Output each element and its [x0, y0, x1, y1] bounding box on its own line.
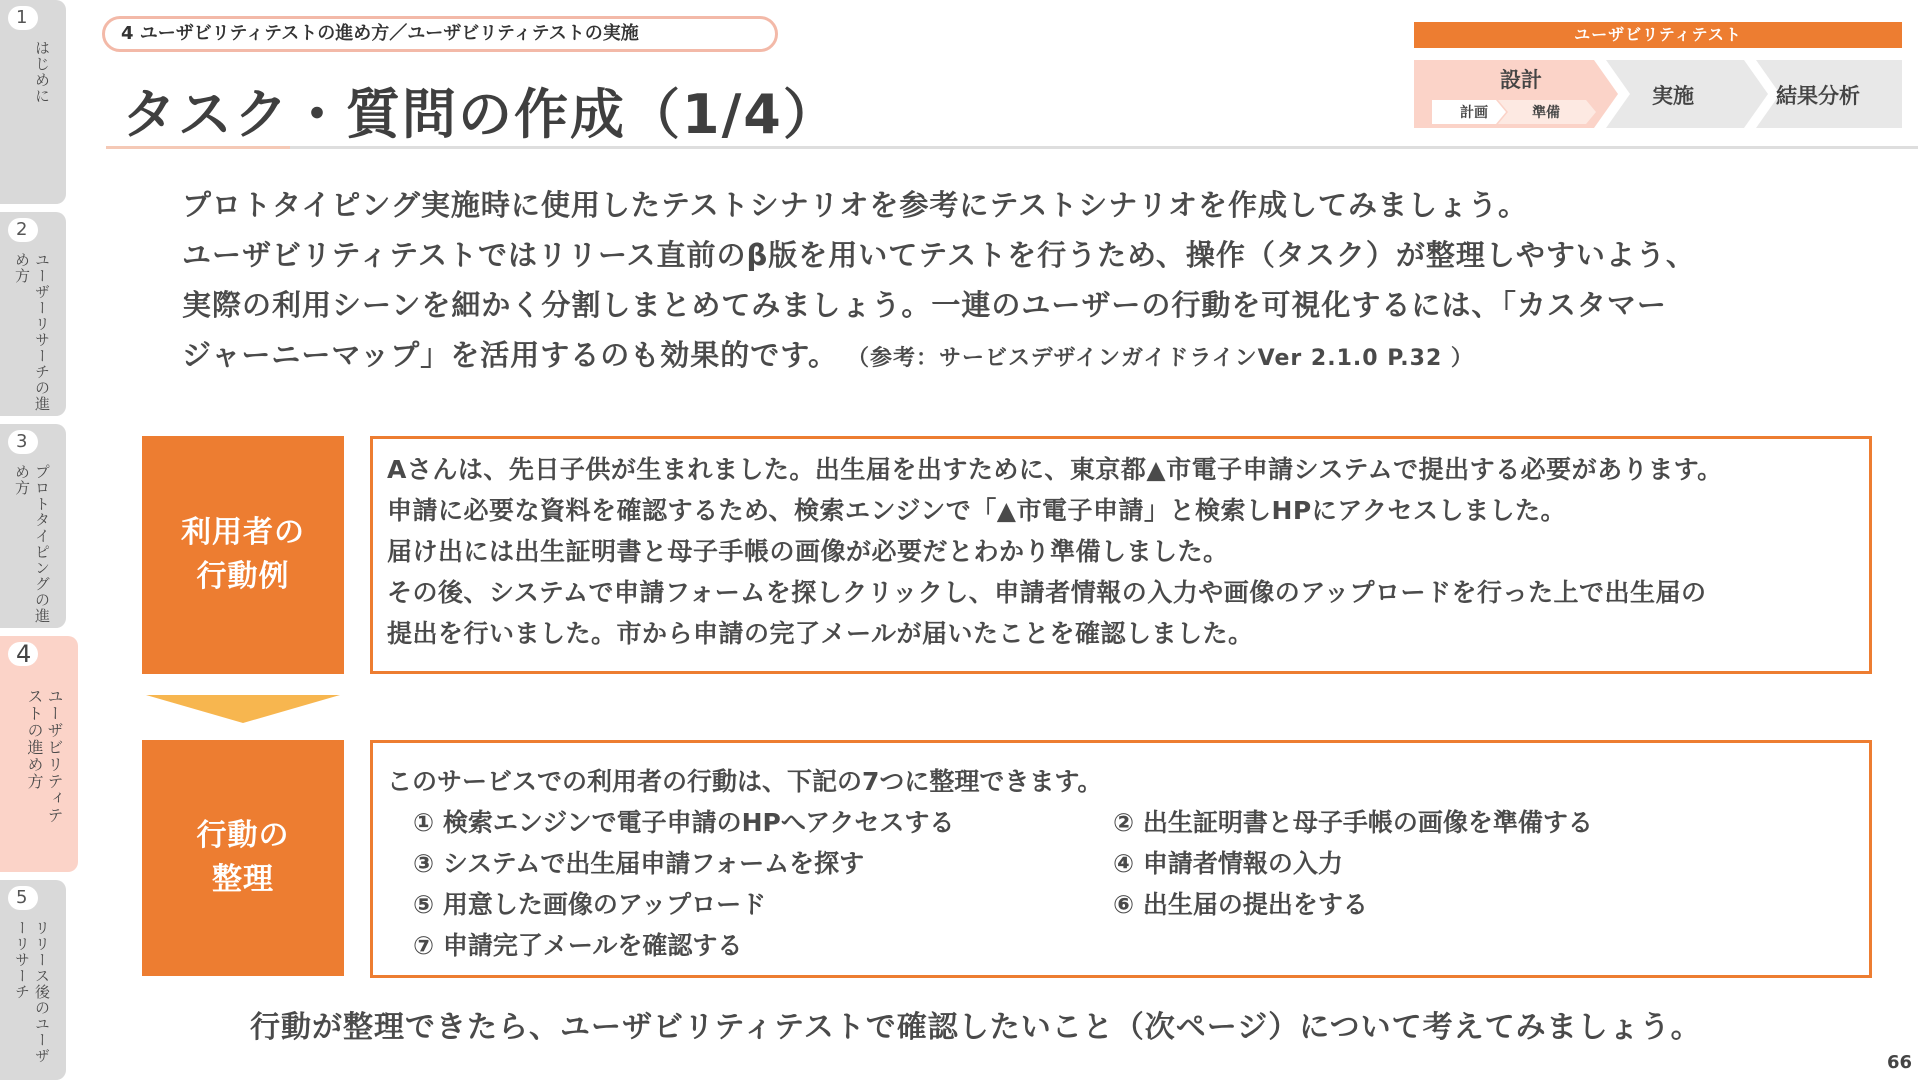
title-divider [106, 146, 1918, 149]
sidebar-tab-4[interactable] [0, 636, 78, 872]
sidebar-tab-number: 3 [8, 430, 38, 454]
list-item: ⑦ 申請完了メールを確認する [413, 931, 743, 960]
list-item: ⑤ 用意した画像のアップロード [413, 890, 767, 919]
process-header: ユーザビリティテスト [1414, 22, 1902, 48]
sidebar-tab-label: ユーザビリティテストの進め方 [25, 688, 64, 824]
case-line: 申請に必要な資料を確認するため、検索エンジンで「▲市電子申請」と検索しHPにアクセスしました。 [387, 496, 1566, 525]
sidebar-tab-number: 2 [8, 218, 38, 242]
title-divider-accent [106, 146, 290, 149]
sidebar-tab-label: リリース後のユーザーリサーチ [13, 920, 51, 1064]
list-item: ② 出生証明書と母子手帳の画像を準備する [1113, 808, 1593, 837]
case-line: 提出を行いました。市から申請の完了メールが届いたことを確認しました。 [387, 619, 1254, 648]
down-arrow-icon [146, 695, 340, 723]
sidebar-tab-label: プロトタイピングの進め方 [13, 464, 51, 624]
reference-note: （参考：サービスデザインガイドラインVer 2.1.0 P.32 ） [857, 346, 1474, 371]
sidebar-tab-3[interactable] [0, 424, 66, 628]
list-item: ① 検索エンジンで電子申請のHPへアクセスする [413, 808, 955, 837]
organize-label-block [142, 740, 344, 976]
intro-line: ユーザビリティテストではリリース直前のβ版を用いてテストを行うため、操作（タスク）が整理しやすいよう、 [182, 238, 1696, 272]
page-title: タスク・質問の作成（1/4） [122, 83, 839, 146]
case-line: その後、システムで申請フォームを探しクリックし、申請者情報の入力や画像のアップロードを行った上で出生届の [387, 578, 1707, 607]
process-step-analysis: 結果分析 [1776, 84, 1860, 108]
list-item: ③ システムで出生届申請フォームを探す [413, 849, 865, 878]
case-label-line: 行動例 [196, 559, 290, 594]
case-text [373, 439, 1869, 664]
case-box [370, 436, 1872, 674]
sidebar-tab-label: はじめに [33, 40, 51, 104]
list-item: ④ 申請者情報の入力 [1113, 849, 1343, 878]
breadcrumb: 4 ユーザビリティテストの進め方／ユーザビリティテストの実施 [102, 16, 778, 52]
organize-label-line: 行動の [196, 818, 290, 853]
case-label-block [142, 436, 344, 674]
sidebar-tab-1[interactable] [0, 0, 66, 204]
organize-text [373, 743, 1869, 984]
organize-intro: このサービスでの利用者の行動は、下記の7つに整理できます。 [387, 767, 1103, 796]
intro-line: 実際の利用シーンを細かく分割しまとめてみましょう。一連のユーザーの行動を可視化するには、「カスタマー [182, 288, 1667, 322]
intro-line-text: ジャーニーマップ」を活用するのも効果的です。 [182, 338, 838, 372]
organize-box [370, 740, 1872, 978]
organize-label-line: 整理 [212, 862, 274, 897]
process-substep-plan: 計画 [1460, 105, 1488, 121]
intro-paragraph [182, 180, 1862, 384]
intro-line: プロトタイピング実施時に使用したテストシナリオを参考にテストシナリオを作成してみましょう。 [182, 188, 1528, 222]
case-line: Aさんは、先日子供が生まれました。出生届を出すために、東京都▲市電子申請システムで提出する必要があります。 [387, 455, 1723, 484]
sidebar-tab-2[interactable] [0, 212, 66, 416]
page-number: 66 [1886, 1052, 1912, 1073]
sidebar-tab-number: 4 [8, 642, 38, 666]
case-line: 届け出には出生証明書と母子手帳の画像が必要だとわかり準備しました。 [387, 537, 1229, 566]
process-step-design: 設計 [1500, 68, 1542, 92]
intro-line [182, 330, 1862, 384]
sidebar-tab-number: 5 [8, 886, 38, 910]
process-step-run: 実施 [1652, 84, 1694, 108]
case-label-line: 利用者の [181, 515, 305, 550]
closing-text: 行動が整理できたら、ユーザビリティテストで確認したいこと（次ページ）について考えてみましょう。 [250, 1010, 1702, 1045]
sidebar-tab-5[interactable] [0, 880, 66, 1080]
organize-list [387, 802, 1855, 966]
sidebar-tab-number: 1 [8, 6, 38, 30]
process-substep-prep: 準備 [1532, 105, 1560, 121]
sidebar-tab-label: ユーザーリサーチの進め方 [13, 252, 51, 412]
list-item: ⑥ 出生届の提出をする [1113, 890, 1368, 919]
